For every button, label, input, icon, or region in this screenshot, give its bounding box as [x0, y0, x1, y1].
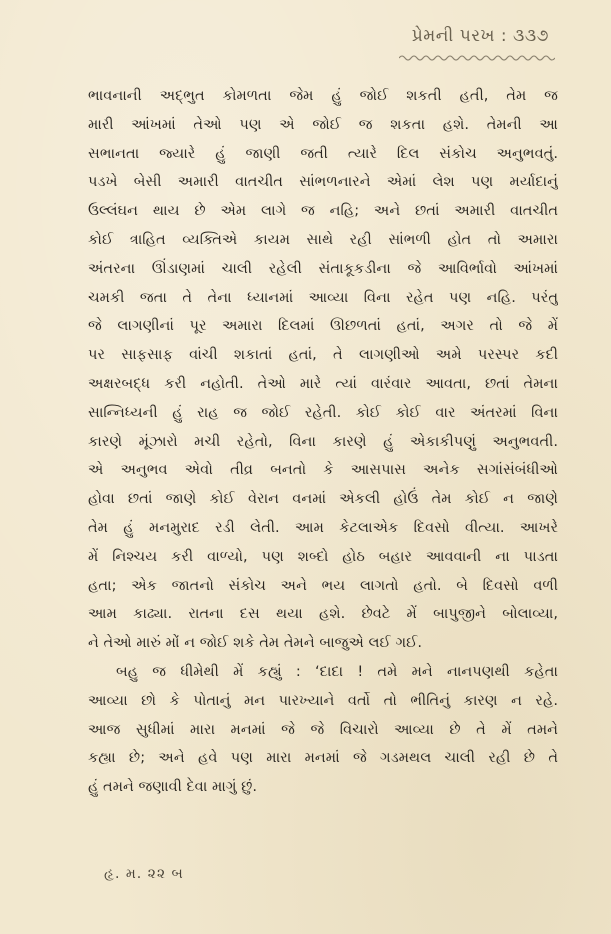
text-line: કહ્યા છે; અને હવે પણ મારા મનમાં જે ગડમથલ ચાલી રહી છે તે	[88, 749, 558, 767]
text-line: આમ કાઢ્યા. રાતના દસ થયા હશે. છેવટે મેં બાપુજીને બોલાવ્યા,	[88, 605, 558, 623]
text-line: સાન્નિધ્યની હું રાહ જ જોઈ રહેતી. કોઈ કોઈ વાર અંતરમાં વિના	[88, 403, 558, 421]
text-line: મેં નિશ્ચય કરી વાળ્યો, પણ શબ્દો હોઠ બહાર આવવાની ના પાડતા	[88, 547, 558, 565]
text-line: પર સાફસાફ વાંચી શકાતાં હતાં, તે લાગણીઓ અમે પરસ્પર કદી	[88, 346, 558, 364]
text-line: અંતરના ઊંડાણમાં ચાલી રહેલી સંતાકૂકડીના જે આવિર્ભાવો આંખમાં	[88, 259, 558, 277]
paragraph-2	[88, 658, 558, 802]
text-line: પડખે બેસી અમારી વાતચીત સાંભળનારને એમાં લેશ પણ મર્યાદાનું	[88, 173, 558, 191]
text-line: કોઈ ત્રાહિત વ્યક્તિએ કાયમ સાથે રહી સાંભળી હોત તો અમારા	[88, 230, 558, 248]
text-line: આવ્યા છો કે પોતાનું મન પારખ્યાને વર્તો તો ભીતિનું કારણ ન રહે.	[88, 691, 558, 709]
text-line: તેમ હું મનમુરાદ રડી લેતી. આમ કેટલાએક દિવસો વીત્યા. આખરે	[88, 518, 558, 536]
text-line: મારી આંખમાં તેઓ પણ એ જોઈ જ શકતા હશે. તેમની આ	[88, 115, 558, 133]
running-title: પ્રેમની પરખ : ૩૩૭	[411, 26, 549, 46]
printer-signature: હૃ. મ. ૨૨ બ	[104, 866, 184, 882]
text-line: હતા; એક જાતનો સંકોચ અને ભય લાગતો હતો. બે દિવસો વળી	[88, 576, 558, 594]
paragraph-1	[88, 82, 558, 658]
text-line-last: હું તમને જણાવી દેવા માગું છું.	[88, 778, 258, 796]
text-line: બહુ જ ધીમેથી મેં કહ્યું : ‘દાદા ! તમે મને નાનપણથી કહેતા	[116, 662, 558, 680]
text-line: ચમકી જતા તે તેના ધ્યાનમાં આવ્યા વિના રહેત પણ નહિ. પરંતુ	[88, 288, 558, 306]
text-line: હોવા છતાં જાણે કોઈ વેરાન વનમાં એકલી હોઉં તેમ કોઈ ન જાણે	[88, 490, 558, 508]
text-line: ઉલ્લંઘન થાય છે એમ લાગે જ નહિ; અને છતાં અમારી વાતચીત	[88, 202, 558, 220]
decorative-wavy-rule	[399, 54, 555, 62]
text-line: સભાનતા જ્યારે હું જાણી જતી ત્યારે દિલ સંકોચ અનુભવતું.	[88, 144, 558, 162]
text-line: એ અનુભવ એવો તીવ્ર બનતો કે આસપાસ અનેક સગાંસંબંધીઓ	[88, 461, 558, 479]
text-line: કારણે મૂંઝારો મચી રહેતો, વિના કારણે હું એકાકીપણું અનુભવતી.	[88, 432, 558, 450]
text-line-last: ને તેઓ મારું મોં ન જોઈ શકે તેમ તેમને બાજુએ લઈ ગઈ.	[88, 634, 423, 652]
body-text	[88, 82, 558, 802]
text-line: અક્ષરબદ્ધ કરી નહોતી. તેઓ મારે ત્યાં વારંવાર આવતા, છતાં તેમના	[88, 374, 558, 392]
text-line: જે લાગણીનાં પૂર અમારા દિલમાં ઊછળતાં હતાં, અગર તો જે મેં	[88, 317, 558, 335]
text-line: આજ સુધીમાં મારા મનમાં જે જે વિચારો આવ્યા છે તે મેં તમને	[88, 720, 558, 738]
text-line: ભાવનાની અદ્ભુત કોમળતા જેમ હું જોઈ શકતી હતી, તેમ જ	[88, 87, 558, 104]
